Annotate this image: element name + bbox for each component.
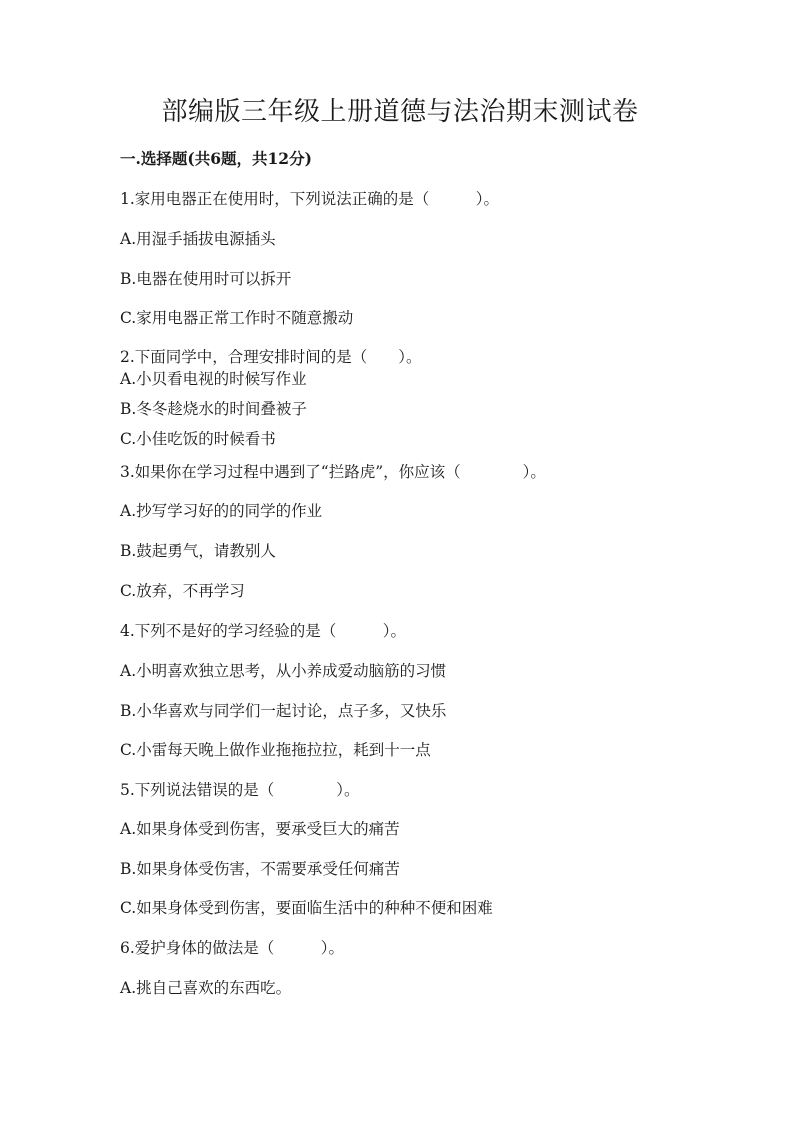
question-5-stem: 5.下列说法错误的是（ ）。 (120, 781, 360, 799)
question-1-option-b: B.电器在使用时可以拆开 (120, 270, 292, 288)
question-4-option-c: C.小雷每天晚上做作业拖拖拉拉，耗到十一点 (120, 741, 431, 759)
question-1-option-c: C.家用电器正常工作时不随意搬动 (120, 309, 354, 327)
question-5-option-c: C.如果身体受到伤害，要面临生活中的种种不便和困难 (120, 899, 493, 917)
question-1-stem: 1.家用电器正在使用时，下列说法正确的是（ ）。 (120, 190, 500, 208)
question-3-stem: 3.如果你在学习过程中遇到了“拦路虎”，你应该（ ）。 (120, 463, 546, 481)
question-2-option-c: C.小佳吃饭的时候看书 (120, 430, 276, 448)
exam-title: 部编版三年级上册道德与法治期末测试卷 (161, 97, 639, 127)
question-3-option-a: A.抄写学习好的的同学的作业 (120, 502, 323, 520)
question-4-option-a: A.小明喜欢独立思考，从小养成爱动脑筋的习惯 (120, 662, 447, 680)
question-4-stem: 4.下列不是好的学习经验的是（ ）。 (120, 622, 407, 640)
question-1-option-a: A.用湿手插拔电源插头 (120, 230, 276, 248)
question-6-option-a: A.挑自己喜欢的东西吃。 (120, 979, 292, 997)
question-2-stem: 2.下面同学中，合理安排时间的是（ ）。 (120, 348, 422, 366)
question-2-option-a: A.小贝看电视的时候写作业 (120, 370, 307, 388)
question-2-option-b: B.冬冬趁烧水的时间叠被子 (120, 400, 307, 418)
question-3-option-c: C.放弃，不再学习 (120, 582, 245, 600)
question-5-option-a: A.如果身体受到伤害，要承受巨大的痛苦 (120, 820, 400, 838)
question-6-stem: 6.爱护身体的做法是（ ）。 (120, 939, 345, 957)
question-4-option-b: B.小华喜欢与同学们一起讨论，点子多，又快乐 (120, 702, 447, 720)
question-3-option-b: B.鼓起勇气，请教别人 (120, 542, 276, 560)
question-5-option-b: B.如果身体受伤害，不需要承受任何痛苦 (120, 860, 400, 878)
section-heading: 一.选择题(共6题，共12分) (120, 149, 312, 168)
